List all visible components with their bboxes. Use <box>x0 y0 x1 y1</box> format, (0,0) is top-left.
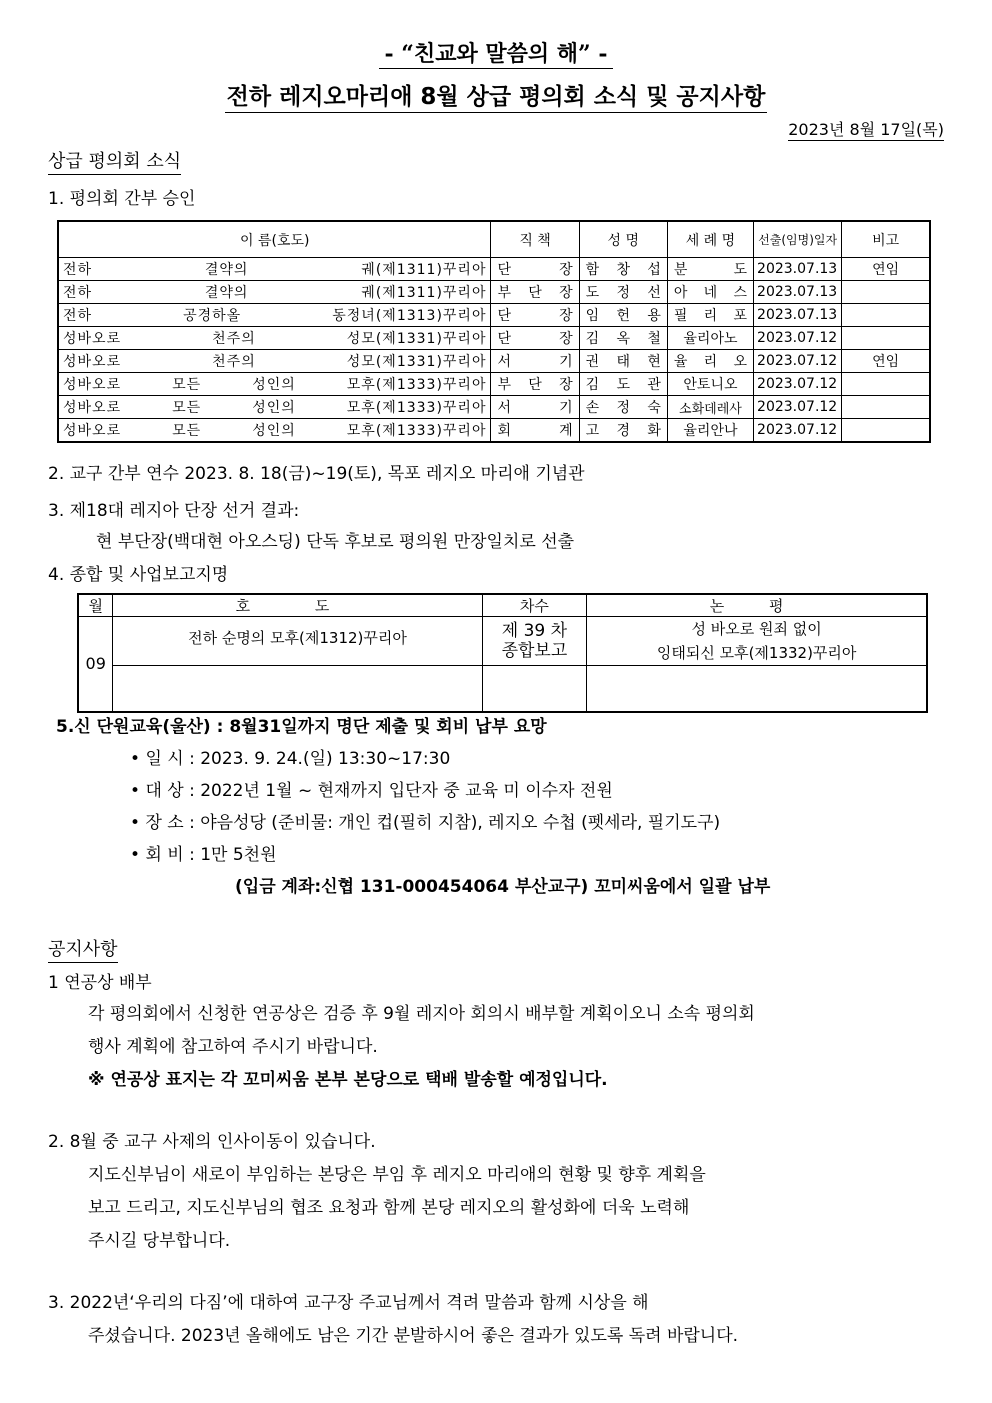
account-info: (입금 계좌:신협 131-000454064 부산교구) 꼬미씨움에서 일괄 납부 <box>235 877 771 897</box>
title-text: 전하 레지오마리애 8월 상급 평의회 소식 및 공지사항 <box>225 82 768 113</box>
cell-person: 고 경 화 <box>579 419 667 443</box>
cell-role: 회 계 <box>491 419 579 443</box>
bullet-item: • 일 시 : 2023. 9. 24.(일) 13:30~17:30 <box>130 749 451 769</box>
notice-1-title: 1 연공상 배부 <box>48 973 152 993</box>
header-baptism: 세 례 명 <box>667 221 753 258</box>
header-name: 이 름(호도) <box>58 221 491 258</box>
cell-person: 도 정 선 <box>579 281 667 304</box>
bullet-text: 회 비 : 1만 5천원 <box>145 845 277 865</box>
section-heading-council-news: 상급 평의회 소식 <box>48 150 181 175</box>
cell-date: 2023.07.12 <box>754 419 842 443</box>
header-month: 월 <box>78 594 113 617</box>
table-row <box>58 350 930 373</box>
cell-date: 2023.07.13 <box>754 258 842 281</box>
cell-curia: 성바오로 천주의 성모(제1331)꾸리아 <box>58 350 491 373</box>
item-4-title: 4. 종합 및 사업보고지명 <box>48 565 229 585</box>
notice-2-line-2: 보고 드리고, 지도신부님의 협조 요청과 함께 본당 레지오의 활성화에 더욱 노력해 <box>88 1198 690 1218</box>
header-curia: 호 도 <box>113 594 482 617</box>
table-row <box>78 617 927 666</box>
cell-empty <box>482 666 587 712</box>
cell-role: 서 기 <box>491 350 579 373</box>
item-2-training: 2. 교구 간부 연수 2023. 8. 18(금)~19(토), 목포 레지오 마리애 기념관 <box>48 464 585 484</box>
cell-curia: 성바오로 천주의 성모(제1331)꾸리아 <box>58 327 491 350</box>
cell-baptism: 안토니오 <box>667 373 753 396</box>
notice-3-line-1: 3. 2022년‘우리의 다짐’에 대하여 교구장 주교님께서 격려 말씀과 함께 시상을 해 <box>48 1293 649 1313</box>
cell-curia: 성바오로 모든 성인의 모후(제1333)꾸리아 <box>58 419 491 443</box>
cell-baptism: 소화데레사 <box>667 396 753 419</box>
round-line-2: 종합보고 <box>501 641 568 661</box>
cell-baptism: 율 리 오 <box>667 350 753 373</box>
cell-note <box>842 327 930 350</box>
cell-note <box>842 304 930 327</box>
cell-month: 09 <box>78 617 113 712</box>
cell-comment <box>587 617 927 666</box>
cell-note <box>842 396 930 419</box>
cell-person: 임 헌 용 <box>579 304 667 327</box>
item-3-election-title: 3. 제18대 레지아 단장 선거 결과: <box>48 501 300 521</box>
notice-1-line-1: 각 평의회에서 신청한 연공상은 검증 후 9월 레지아 회의시 배부할 계획이오니 소속 평의회 <box>88 1004 755 1024</box>
round-line-1: 제 39 차 <box>501 621 568 641</box>
cell-date: 2023.07.12 <box>754 396 842 419</box>
table-row-empty <box>78 666 927 712</box>
cell-curia: 전하 순명의 모후(제1312)꾸리아 <box>113 617 482 666</box>
cell-round <box>482 617 587 666</box>
cell-note <box>842 281 930 304</box>
cell-role: 부 단 장 <box>491 281 579 304</box>
cell-date: 2023.07.13 <box>754 304 842 327</box>
header-role: 직 책 <box>491 221 579 258</box>
notice-3-line-2: 주셨습니다. 2023년 올해에도 남은 기간 분발하시어 좋은 결과가 있도록 독려 바랍니다. <box>88 1326 739 1346</box>
cell-curia: 전하 결약의 궤(제1311)꾸리아 <box>58 281 491 304</box>
cell-empty <box>587 666 927 712</box>
cell-empty <box>113 666 482 712</box>
comment-line-1: 성 바오로 원죄 없이 <box>691 620 822 638</box>
document-date: 2023년 8월 17일(목) <box>788 120 944 139</box>
bullet-item: • 장 소 : 야음성당 (준비물: 개인 컵(필히 지참), 레지오 수첩 (펫세라, 필기도구) <box>130 813 721 833</box>
notice-2-line-1: 지도신부님이 새로이 부임하는 본당은 부임 후 레지오 마리애의 현황 및 향후 계획을 <box>88 1165 706 1185</box>
cell-role: 단 장 <box>491 327 579 350</box>
page-title <box>0 82 992 113</box>
cell-curia: 전하 결약의 궤(제1311)꾸리아 <box>58 258 491 281</box>
report-designation-table <box>77 593 928 713</box>
officer-approval-table <box>57 220 931 443</box>
comment-line-2: 잉태되신 모후(제1332)꾸리아 <box>656 644 857 662</box>
cell-note <box>842 419 930 443</box>
cell-date: 2023.07.13 <box>754 281 842 304</box>
cell-role: 부 단 장 <box>491 373 579 396</box>
item-1-title: 1. 평의회 간부 승인 <box>48 189 196 209</box>
table-row <box>58 373 930 396</box>
bullet-text: 일 시 : 2023. 9. 24.(일) 13:30~17:30 <box>145 749 451 769</box>
table-row <box>58 281 930 304</box>
cell-date: 2023.07.12 <box>754 373 842 396</box>
cell-date: 2023.07.12 <box>754 327 842 350</box>
cell-role: 서 기 <box>491 396 579 419</box>
cell-baptism: 분 도 <box>667 258 753 281</box>
table-row <box>58 258 930 281</box>
cell-curia: 전하 공경하올 동정녀(제1313)꾸리아 <box>58 304 491 327</box>
notice-2-title: 2. 8월 중 교구 사제의 인사이동이 있습니다. <box>48 1132 376 1152</box>
header-person: 성 명 <box>579 221 667 258</box>
header-date: 선출(임명)일자 <box>754 221 842 258</box>
bullet-text: 대 상 : 2022년 1월 ~ 현재까지 입단자 중 교육 미 이수자 전원 <box>145 781 613 801</box>
section-heading-notices: 공지사항 <box>48 938 118 963</box>
cell-note: 연임 <box>842 258 930 281</box>
item-3-election-result: 현 부단장(백대현 아오스딩) 단독 후보로 평의원 만장일치로 선출 <box>96 532 575 552</box>
cell-baptism: 필 리 포 <box>667 304 753 327</box>
notice-1-line-2: 행사 계획에 참고하여 주시기 바랍니다. <box>88 1037 378 1057</box>
table-row <box>58 304 930 327</box>
bullet-text: 장 소 : 야음성당 (준비물: 개인 컵(필히 지참), 레지오 수첩 (펫세라, 필기도구) <box>145 813 721 833</box>
table-row <box>58 419 930 443</box>
cell-note <box>842 373 930 396</box>
cell-baptism: 율리안나 <box>667 419 753 443</box>
notice-2-line-3: 주시길 당부합니다. <box>88 1231 231 1251</box>
header-note: 비고 <box>842 221 930 258</box>
cell-person: 김 옥 철 <box>579 327 667 350</box>
item-5-education: 5.신 단원교육(울산) : 8월31일까지 명단 제출 및 회비 납부 요망 <box>56 717 547 737</box>
table-row <box>58 327 930 350</box>
header-round: 차수 <box>482 594 587 617</box>
table-row <box>58 396 930 419</box>
cell-date: 2023.07.12 <box>754 350 842 373</box>
bullet-item: • 회 비 : 1만 5천원 <box>130 845 277 865</box>
cell-curia: 성바오로 모든 성인의 모후(제1333)꾸리아 <box>58 373 491 396</box>
motto-text: - “친교와 말씀의 해” - <box>379 40 614 69</box>
cell-baptism: 아 네 스 <box>667 281 753 304</box>
cell-person: 김 도 관 <box>579 373 667 396</box>
cell-person: 손 정 숙 <box>579 396 667 419</box>
cell-role: 단 장 <box>491 258 579 281</box>
cell-person: 권 태 현 <box>579 350 667 373</box>
notice-1-line-3: ※ 연공상 표지는 각 꼬미씨움 본부 본당으로 택배 발송할 예정입니다. <box>88 1070 608 1090</box>
table-header-row <box>58 221 930 258</box>
cell-note: 연임 <box>842 350 930 373</box>
bullet-item: • 대 상 : 2022년 1월 ~ 현재까지 입단자 중 교육 미 이수자 전원 <box>130 781 613 801</box>
cell-baptism: 율리아노 <box>667 327 753 350</box>
cell-person: 함 창 섭 <box>579 258 667 281</box>
cell-curia: 성바오로 모든 성인의 모후(제1333)꾸리아 <box>58 396 491 419</box>
header-comment: 논 평 <box>587 594 927 617</box>
cell-role: 단 장 <box>491 304 579 327</box>
table-header-row <box>78 594 927 617</box>
motto-banner <box>0 40 992 69</box>
